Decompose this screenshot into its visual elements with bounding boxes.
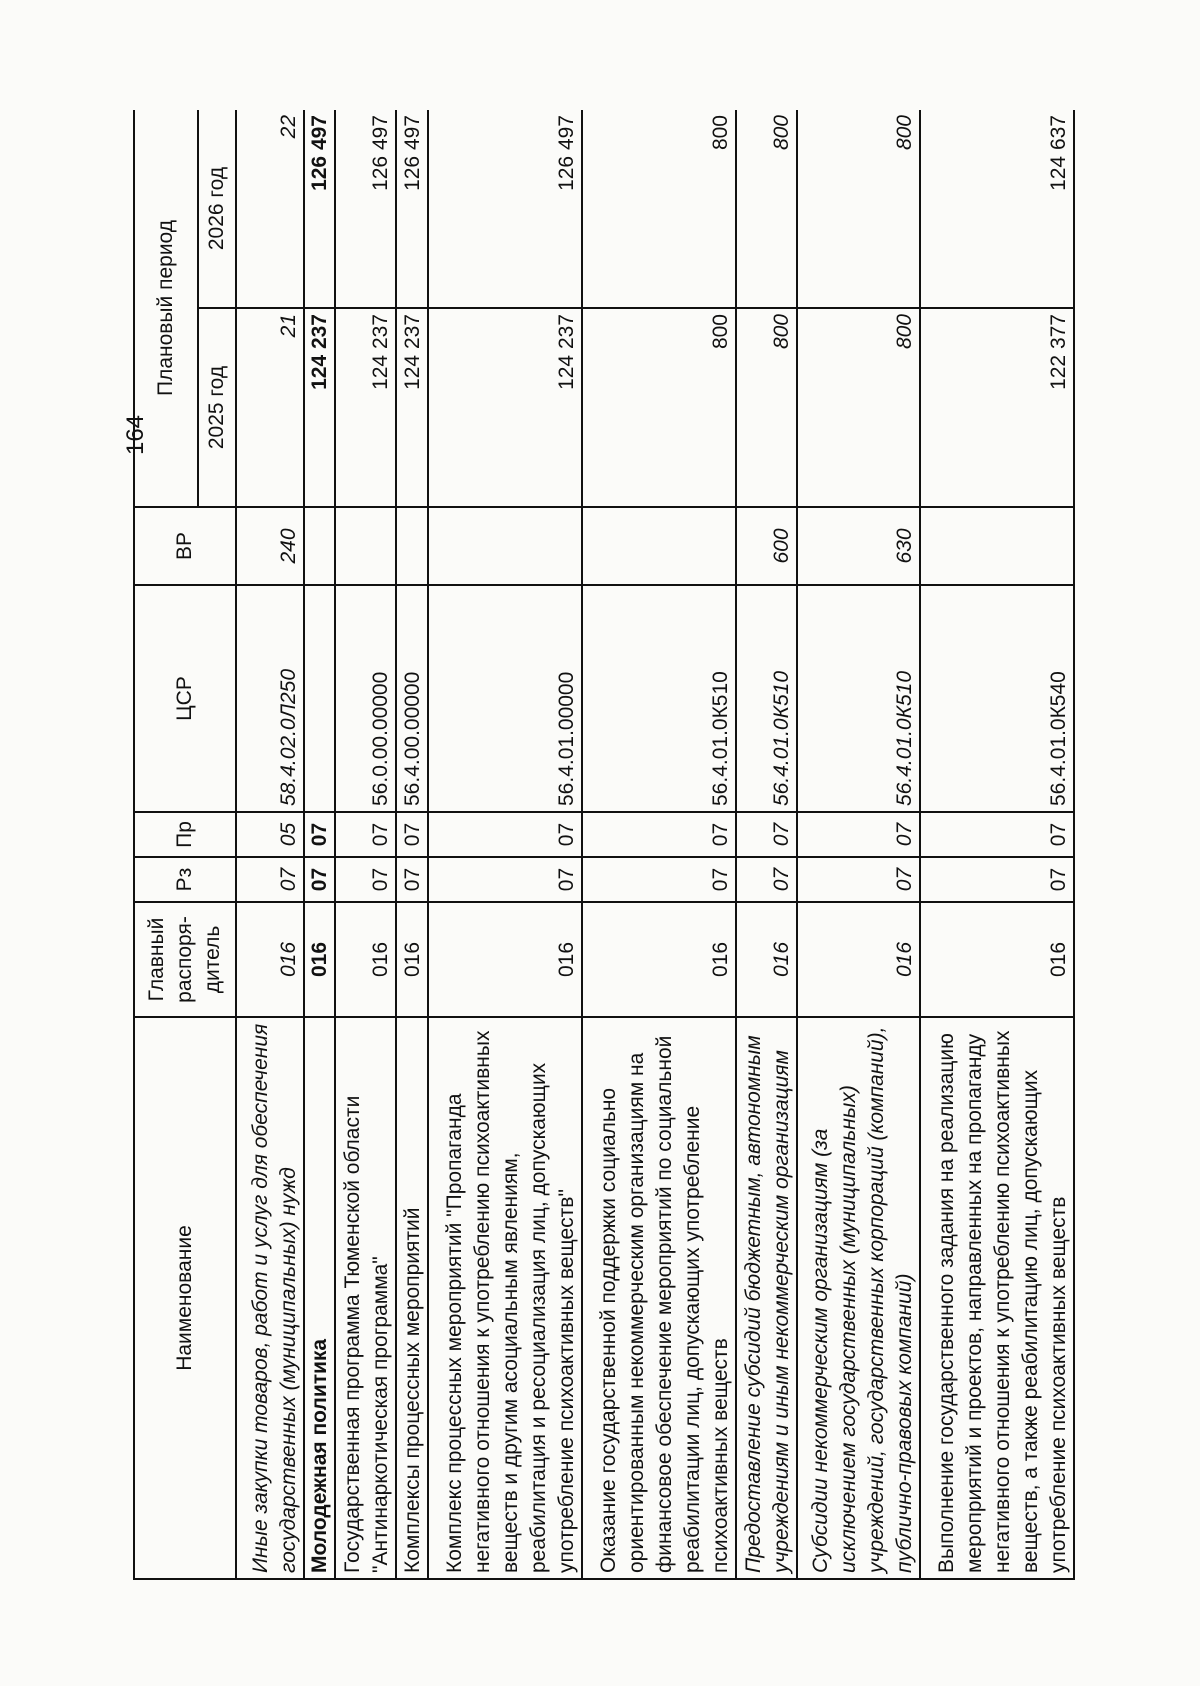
- cell-rz: 07: [304, 857, 336, 902]
- budget-table: [133, 110, 1075, 1580]
- cell-pr: 07: [797, 812, 919, 857]
- cell-name: Молодежная политика: [304, 1017, 336, 1579]
- cell-vr: [428, 507, 582, 585]
- cell-csr: 56.4.00.00000: [396, 585, 428, 812]
- table-frame: [133, 110, 1075, 1580]
- table-row: [920, 110, 1074, 1579]
- table-row: [736, 110, 797, 1579]
- cell-pr: 05: [236, 812, 304, 857]
- header-vr: ВР: [134, 507, 236, 585]
- cell-csr: 56.4.01.0К540: [920, 585, 1074, 812]
- cell-y2025: 800: [797, 308, 919, 507]
- cell-y2026: 126 497: [304, 110, 336, 308]
- cell-vr: 600: [736, 507, 797, 585]
- header-pr: Пр: [134, 812, 236, 857]
- cell-pr: 07: [582, 812, 736, 857]
- cell-y2026: 126 497: [396, 110, 428, 308]
- header-2025: 2025 год: [198, 308, 236, 507]
- header-csr: ЦСР: [134, 585, 236, 812]
- cell-vr: 240: [236, 507, 304, 585]
- header-2026: 2026 год: [198, 110, 236, 308]
- rotated-table-wrapper: [133, 110, 1075, 1580]
- cell-pr: 07: [920, 812, 1074, 857]
- table-row: [797, 110, 919, 1579]
- table-row: [236, 110, 304, 1579]
- cell-name: Оказание государственной поддержки социально ориентированным некоммерческим организациям на финансовое обеспечение мероприятий по социальной реабилитации лиц, допускающих употребление психоактивных веществ: [582, 1017, 736, 1579]
- cell-y2026: 126 497: [428, 110, 582, 308]
- cell-csr: 56.0.00.00000: [335, 585, 396, 812]
- cell-rz: 07: [396, 857, 428, 902]
- cell-y2026: 800: [797, 110, 919, 308]
- cell-y2025: 124 237: [335, 308, 396, 507]
- cell-pr: 07: [396, 812, 428, 857]
- cell-name: Предоставление субсидий бюджетным, автономным учреждениям и иным некоммерческим организациям: [736, 1017, 797, 1579]
- cell-rz: 07: [736, 857, 797, 902]
- table-row: [304, 110, 336, 1579]
- cell-y2026: 22: [236, 110, 304, 308]
- cell-rz: 07: [236, 857, 304, 902]
- cell-vr: [396, 507, 428, 585]
- cell-pr: 07: [335, 812, 396, 857]
- cell-rz: 07: [428, 857, 582, 902]
- cell-gr: 016: [736, 902, 797, 1017]
- cell-name: Комплекс процессных мероприятий "Пропаганда негативного отношения к употреблению психоактивных веществ и другим асоциальным явлениям, реабилитация и ресоциализация лиц, допускающих употребление психоактивных веществ": [428, 1017, 582, 1579]
- cell-gr: 016: [335, 902, 396, 1017]
- cell-gr: 016: [920, 902, 1074, 1017]
- cell-y2026: 800: [736, 110, 797, 308]
- cell-y2025: 122 377: [920, 308, 1074, 507]
- table-row: [396, 110, 428, 1579]
- cell-y2026: 124 637: [920, 110, 1074, 308]
- header-planned-period: Плановый период: [134, 110, 198, 507]
- cell-y2025: 124 237: [304, 308, 336, 507]
- cell-y2025: 800: [736, 308, 797, 507]
- table-row: [335, 110, 396, 1579]
- cell-rz: 07: [335, 857, 396, 902]
- table-row: [428, 110, 582, 1579]
- cell-vr: [335, 507, 396, 585]
- cell-y2025: 21: [236, 308, 304, 507]
- cell-csr: 56.4.01.0К510: [797, 585, 919, 812]
- cell-csr: [304, 585, 336, 812]
- header-chief: Главный распоря- дитель: [134, 902, 236, 1017]
- cell-name: Комплексы процессных мероприятий: [396, 1017, 428, 1579]
- cell-vr: [304, 507, 336, 585]
- cell-name: Выполнение государственного задания на реализацию мероприятий и проектов, направленных на пропаганду негативного отношения к употреблению психоактивных веществ, а также реабилитацию лиц, допускающих употребление психоактивных веществ: [920, 1017, 1074, 1579]
- table-row: [582, 110, 736, 1579]
- cell-csr: 56.4.01.0К510: [736, 585, 797, 812]
- cell-rz: 07: [797, 857, 919, 902]
- cell-gr: 016: [582, 902, 736, 1017]
- cell-name: Государственная программа Тюменской области "Антинаркотическая программа": [335, 1017, 396, 1579]
- header-rz: Рз: [134, 857, 236, 902]
- cell-vr: [582, 507, 736, 585]
- cell-pr: 07: [736, 812, 797, 857]
- cell-gr: 016: [304, 902, 336, 1017]
- cell-gr: 016: [797, 902, 919, 1017]
- cell-y2025: 800: [582, 308, 736, 507]
- cell-rz: 07: [582, 857, 736, 902]
- header-name: Наименование: [134, 1017, 236, 1579]
- cell-csr: 56.4.01.00000: [428, 585, 582, 812]
- cell-name: Субсидии некоммерческим организациям (за исключением государственных (муниципальных) учреждений, государственных корпораций (компаний), публично-правовых компаний): [797, 1017, 919, 1579]
- table-header: [134, 110, 236, 1579]
- cell-csr: 58.4.02.0Л250: [236, 585, 304, 812]
- cell-gr: 016: [396, 902, 428, 1017]
- cell-name: Иные закупки товаров, работ и услуг для обеспечения государственных (муниципальных) нужд: [236, 1017, 304, 1579]
- cell-gr: 016: [428, 902, 582, 1017]
- cell-rz: 07: [920, 857, 1074, 902]
- page-number-text: 164: [122, 414, 150, 456]
- cell-pr: 07: [304, 812, 336, 857]
- cell-gr: 016: [236, 902, 304, 1017]
- cell-vr: [920, 507, 1074, 585]
- cell-y2026: 126 497: [335, 110, 396, 308]
- cell-y2026: 800: [582, 110, 736, 308]
- cell-y2025: 124 237: [428, 308, 582, 507]
- cell-pr: 07: [428, 812, 582, 857]
- cell-csr: 56.4.01.0К510: [582, 585, 736, 812]
- cell-y2025: 124 237: [396, 308, 428, 507]
- table-body: [236, 110, 1074, 1579]
- cell-vr: 630: [797, 507, 919, 585]
